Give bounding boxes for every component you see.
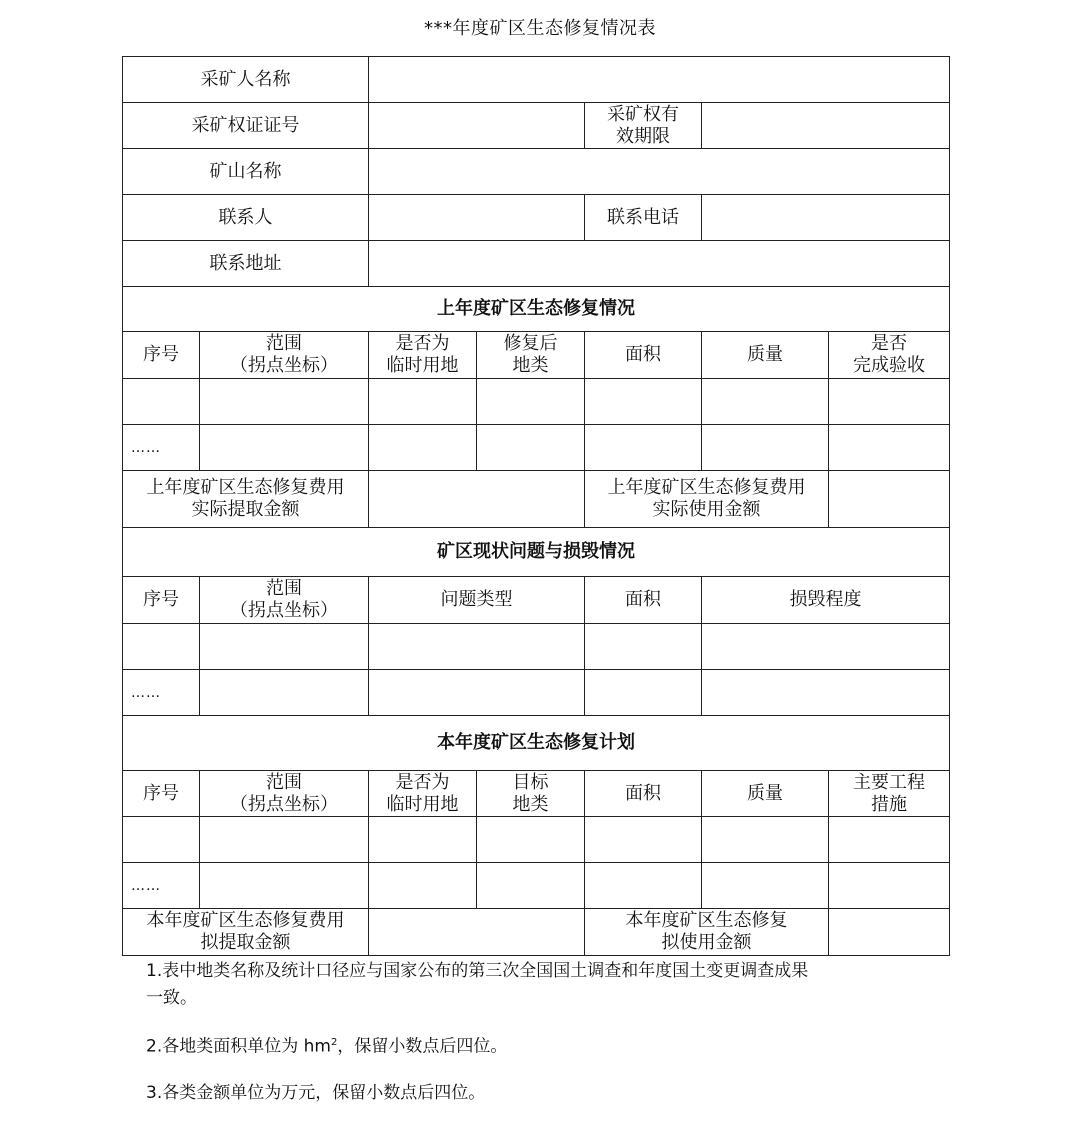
- header-area: 面积: [585, 332, 702, 379]
- cell[interactable]: [200, 863, 369, 909]
- cell[interactable]: [829, 379, 950, 425]
- field-mine-name[interactable]: [369, 149, 950, 195]
- label-fee-use-line2: 实际使用金额: [652, 499, 761, 520]
- row-mine-name: [123, 149, 950, 195]
- cell[interactable]: [585, 670, 702, 716]
- label-fee-extract: [123, 909, 369, 956]
- cell[interactable]: [477, 425, 585, 471]
- header-range-line1: 范围: [266, 578, 302, 599]
- header-range-line2: （拐点坐标）: [230, 793, 338, 815]
- header-target-line1: 目标: [512, 771, 549, 793]
- header-after-line2: 地类: [512, 355, 549, 376]
- cell[interactable]: [369, 863, 477, 909]
- label-validity-line1: 采矿权有: [607, 103, 679, 125]
- field-miner-name[interactable]: [369, 57, 950, 103]
- table-row: [123, 817, 950, 863]
- header-range: [200, 771, 369, 817]
- cell[interactable]: [477, 817, 585, 863]
- header-temp-line2: 临时用地: [386, 355, 459, 376]
- cell[interactable]: [200, 670, 369, 716]
- row-address: [123, 241, 950, 287]
- header-range: [200, 577, 369, 624]
- field-fee-extract[interactable]: [369, 471, 585, 528]
- section2-header-row: [123, 577, 950, 624]
- label-validity: [585, 103, 702, 149]
- header-temp-land: [369, 332, 477, 379]
- row-license: [123, 103, 950, 149]
- cell[interactable]: [123, 624, 200, 670]
- header-temp-land: [369, 771, 477, 817]
- label-fee-extract-line1: 上年度矿区生态修复费用: [146, 477, 345, 498]
- section-heading: 上年度矿区生态修复情况: [123, 287, 950, 332]
- cell[interactable]: [369, 624, 585, 670]
- cell[interactable]: [369, 425, 477, 471]
- field-validity[interactable]: [702, 103, 950, 149]
- cell[interactable]: [369, 817, 477, 863]
- header-range-line2: （拐点坐标）: [230, 600, 338, 621]
- label-fee-use: [585, 471, 829, 528]
- section1-heading-row: [123, 287, 950, 332]
- cell[interactable]: [702, 379, 829, 425]
- label-license-no: 采矿权证证号: [123, 103, 369, 149]
- cell[interactable]: [585, 379, 702, 425]
- header-damage-level: 损毁程度: [702, 577, 950, 624]
- header-acceptance: [829, 332, 950, 379]
- label-fee-extract-line1: 本年度矿区生态修复费用: [146, 910, 345, 931]
- field-license-no[interactable]: [369, 103, 585, 149]
- cell[interactable]: [585, 425, 702, 471]
- ecological-restoration-form: [122, 56, 950, 956]
- cell[interactable]: [585, 863, 702, 909]
- table-row: [123, 624, 950, 670]
- header-seq: 序号: [123, 577, 200, 624]
- cell[interactable]: [702, 624, 950, 670]
- section1-fee-row: [123, 471, 950, 528]
- label-fee-use-line2: 拟使用金额: [661, 932, 752, 953]
- cell[interactable]: [702, 863, 829, 909]
- label-fee-use-line1: 上年度矿区生态修复费用: [607, 477, 806, 498]
- section3-header-row: [123, 771, 950, 817]
- cell[interactable]: [585, 817, 702, 863]
- label-validity-line2: 效期限: [616, 125, 670, 147]
- cell[interactable]: [829, 425, 950, 471]
- header-acceptance-line2: 完成验收: [853, 355, 926, 376]
- page-title: ***年度矿区生态修复情况表: [424, 18, 656, 39]
- cell[interactable]: [369, 379, 477, 425]
- row-miner-name: [123, 57, 950, 103]
- header-problem-type: 问题类型: [369, 577, 585, 624]
- note-2-superscript: 2: [330, 1037, 338, 1048]
- field-address[interactable]: [369, 241, 950, 287]
- cell[interactable]: [829, 863, 950, 909]
- header-measures-line1: 主要工程: [853, 771, 926, 793]
- cell[interactable]: [477, 379, 585, 425]
- label-fee-use-line1: 本年度矿区生态修复: [625, 910, 788, 931]
- cell[interactable]: [477, 863, 585, 909]
- header-quality: 质量: [702, 771, 829, 817]
- cell[interactable]: [123, 379, 200, 425]
- header-quality: 质量: [702, 332, 829, 379]
- table-row: [123, 670, 950, 716]
- cell[interactable]: [123, 817, 200, 863]
- header-range-line2: （拐点坐标）: [230, 355, 338, 376]
- ellipsis-cell: ……: [123, 863, 200, 909]
- field-fee-use[interactable]: [829, 909, 950, 956]
- notes: [146, 958, 946, 1107]
- cell[interactable]: [702, 425, 829, 471]
- field-phone[interactable]: [702, 195, 950, 241]
- header-range: [200, 332, 369, 379]
- cell[interactable]: [200, 379, 369, 425]
- header-range-line1: 范围: [266, 333, 302, 354]
- label-miner-name: 采矿人名称: [123, 57, 369, 103]
- header-target-landtype: [477, 771, 585, 817]
- field-fee-use[interactable]: [829, 471, 950, 528]
- cell[interactable]: [200, 624, 369, 670]
- header-temp-line2: 临时用地: [386, 793, 459, 815]
- cell[interactable]: [829, 817, 950, 863]
- note-1-line1: 1.表中地类名称及统计口径应与国家公布的第三次全国国土调查和年度国土变更调查成果: [146, 961, 809, 981]
- header-range-line1: 范围: [266, 771, 302, 793]
- cell[interactable]: [702, 817, 829, 863]
- header-measures-line2: 措施: [871, 793, 908, 815]
- label-fee-extract: [123, 471, 369, 528]
- header-after-landtype: [477, 332, 585, 379]
- note-2-prefix: 2.各地类面积单位为 hm: [146, 1036, 331, 1057]
- label-contact: 联系人: [123, 195, 369, 241]
- table-row: [123, 863, 950, 909]
- note-1-line2: 一致。: [146, 988, 197, 1008]
- label-phone: 联系电话: [585, 195, 702, 241]
- header-target-line2: 地类: [512, 793, 549, 815]
- table-row: [123, 425, 950, 471]
- ellipsis-cell: ……: [123, 670, 200, 716]
- label-mine-name: 矿山名称: [123, 149, 369, 195]
- cell[interactable]: [200, 425, 369, 471]
- field-contact[interactable]: [369, 195, 585, 241]
- cell[interactable]: [585, 624, 702, 670]
- header-area: 面积: [585, 577, 702, 624]
- section-heading: 矿区现状问题与损毁情况: [123, 528, 950, 577]
- header-temp-line1: 是否为: [395, 771, 450, 793]
- label-address: 联系地址: [123, 241, 369, 287]
- cell[interactable]: [702, 670, 950, 716]
- cell[interactable]: [200, 817, 369, 863]
- row-contact: [123, 195, 950, 241]
- label-fee-use: [585, 909, 829, 956]
- header-main-measures: [829, 771, 950, 817]
- section-heading: 本年度矿区生态修复计划: [123, 716, 950, 771]
- section1-header-row: [123, 332, 950, 379]
- note-2-suffix: ，保留小数点后四位。: [337, 1036, 508, 1057]
- header-area: 面积: [585, 771, 702, 817]
- section2-heading-row: [123, 528, 950, 577]
- field-fee-extract[interactable]: [369, 909, 585, 956]
- note-2: [146, 1029, 946, 1061]
- section3-heading-row: [123, 716, 950, 771]
- label-fee-extract-line2: 拟提取金额: [200, 932, 291, 953]
- header-after-line1: 修复后: [503, 333, 558, 354]
- header-temp-line1: 是否为: [395, 333, 450, 354]
- note-3: 3.各类金额单位为万元，保留小数点后四位。: [146, 1082, 486, 1103]
- table-row: [123, 379, 950, 425]
- label-fee-extract-line2: 实际提取金额: [191, 499, 300, 520]
- section3-fee-row: [123, 909, 950, 956]
- ellipsis-cell: ……: [123, 425, 200, 471]
- header-acceptance-line1: 是否: [871, 333, 908, 354]
- cell[interactable]: [369, 670, 585, 716]
- header-seq: 序号: [123, 332, 200, 379]
- header-seq: 序号: [123, 771, 200, 817]
